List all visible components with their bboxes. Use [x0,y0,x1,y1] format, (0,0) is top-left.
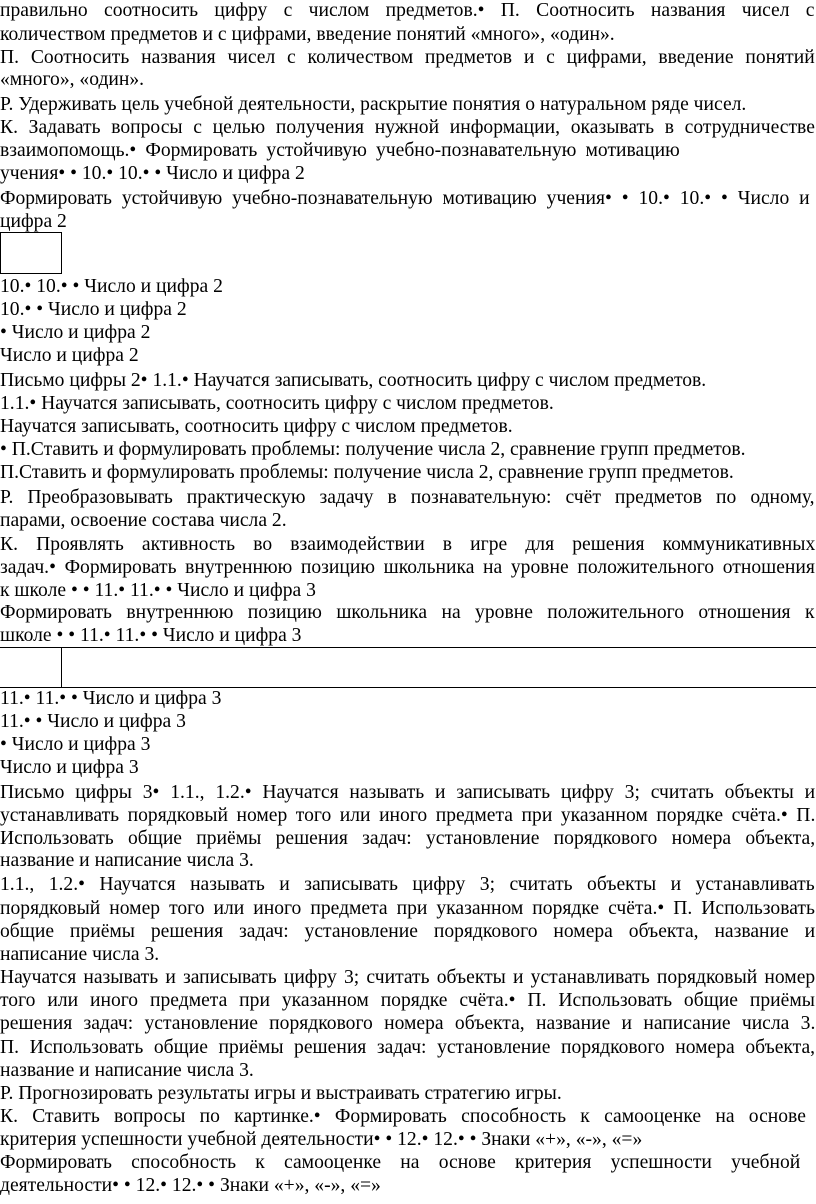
text-line: «много», «один». [0,69,145,90]
text-line: 1.1.• Научатся записывать, соотносить цифру с числом предметов. [0,393,554,414]
text-line: устанавливать порядковый номер того или иного предмета при указанном порядке счёта.• П. [0,805,816,826]
text-line: учения• • 10.• 10.• • Число и цифра 2 [0,163,305,184]
text-line: • Число и цифра 2 [0,322,151,343]
text-line: задач.• Формировать внутреннюю позицию школьника на уровне положительного отношения [0,557,815,578]
text-line: Р. Преобразовывать практическую задачу в познавательную: счёт предметов по одному, [0,487,815,508]
text-line: цифра 2 [0,211,67,232]
text-line: Число и цифра 2 [0,345,139,366]
empty-table-cell [0,232,62,274]
text-line: 10.• 10.• • Число и цифра 2 [0,276,223,297]
text-line: парами, освоение состава числа 2. [0,510,287,531]
text-line: название и написание числа 3. [0,850,254,871]
text-line: Формировать устойчивую учебно-познавательную мотивацию учения• • 10.• 10.• • Число и [0,188,810,209]
text-line: Формировать внутреннюю позицию школьника на уровне положительного отношения к [0,602,815,623]
text-line: 11.• 11.• • Число и цифра 3 [0,688,222,709]
text-line: к школе • • 11.• 11.• • Число и цифра 3 [0,580,316,601]
text-line: название и написание числа 3. [0,1060,254,1081]
text-line: решения задач: установление порядкового номера объекта, название и написание числа 3. [0,1013,816,1034]
text-line: того или иного предмета при указанном порядке счёта.• П. Использовать общие приёмы [0,990,815,1011]
text-line: 11.• • Число и цифра 3 [0,711,186,732]
text-line: количеством предметов и с цифрами, введение понятий «много», «один». [0,24,615,45]
text-line: взаимопомощь.• Формировать устойчивую учебно-познавательную мотивацию [0,140,680,161]
text-line: критерия успешности учебной деятельности• • 12.• 12.• • Знаки «+», «-», «=» [0,1129,643,1150]
text-line: П. Использовать общие приёмы решения задач: установление порядкового номера объекта, [0,1037,816,1058]
text-line: 1.1., 1.2.• Научатся называть и записывать цифру 3; считать объекты и устанавливать [0,874,815,895]
text-line: написание числа 3. [0,944,160,965]
text-line: Р. Удерживать цель учебной деятельности, раскрытие понятия о натуральном ряде чисел. [0,94,747,115]
text-line: правильно соотносить цифру с числом предметов.• П. Соотносить названия чисел с [0,0,815,21]
text-line: К. Проявлять активность во взаимодействии в игре для решения коммуникативных [0,534,816,555]
text-line: Число и цифра 3 [0,757,139,778]
text-line: Использовать общие приёмы решения задач: установление порядкового номера объекта, [0,828,816,849]
text-line: деятельности• • 12.• 12.• • Знаки «+», «-», «=» [0,1175,381,1196]
text-line: К. Задавать вопросы с целью получения нужной информации, оказывать в сотрудничестве [0,117,815,138]
text-line: общие приёмы решения задач: установление порядкового номера объекта, название и [0,921,816,942]
text-line: Научатся называть и записывать цифру 3; считать объекты и устанавливать порядковый номер [0,967,816,988]
table-rule-top [0,647,816,648]
text-line: • П.Ставить и формулировать проблемы: получение числа 2, сравнение групп предметов. [0,439,746,460]
text-line: Письмо цифры 2• 1.1.• Научатся записывать, соотносить цифру с числом предметов. [0,370,707,391]
text-line: школе • • 11.• 11.• • Число и цифра 3 [0,625,302,646]
text-line: К. Ставить вопросы по картинке.• Формировать способность к самооценке на основе [0,1106,806,1127]
text-line: 10.• • Число и цифра 2 [0,299,187,320]
text-line: Научатся записывать, соотносить цифру с числом предметов. [0,416,513,437]
text-line: П. Соотносить названия чисел с количеством предметов и с цифрами, введение понятий [0,47,815,68]
text-line: Письмо цифры 3• 1.1., 1.2.• Научатся называть и записывать цифру 3; считать объекты и [0,782,816,803]
text-line: порядковый номер того или иного предмета при указанном порядке счёта.• П. Использовать [0,898,815,919]
text-line: • Число и цифра 3 [0,734,151,755]
text-line: П.Ставить и формулировать проблемы: получение числа 2, сравнение групп предметов. [0,462,734,483]
table-cell-divider [61,647,62,688]
text-line: Р. Прогнозировать результаты игры и выстраивать стратегию игры. [0,1083,562,1104]
text-line: Формировать способность к самооценке на основе критерия успешности учебной [0,1152,801,1173]
